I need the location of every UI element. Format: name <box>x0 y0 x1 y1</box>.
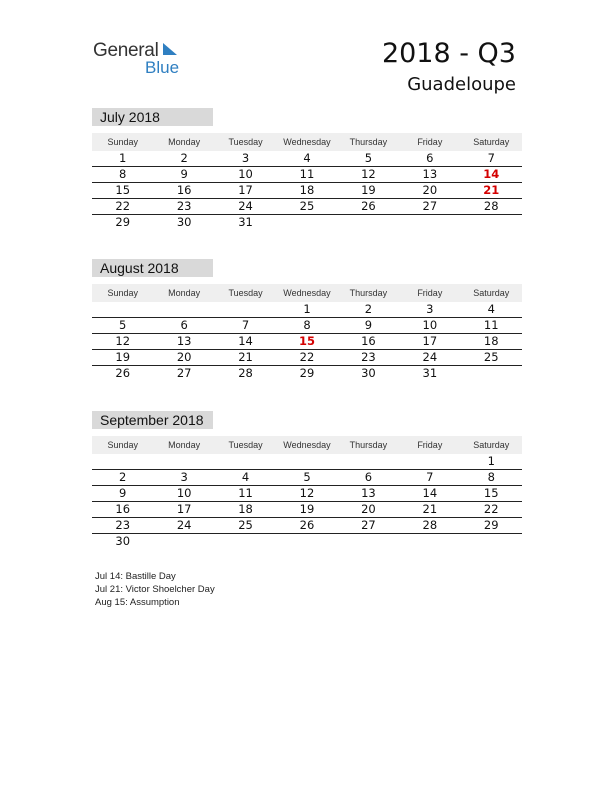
day-cell: 25 <box>238 518 253 532</box>
week-row <box>92 534 522 550</box>
day-cell: 12 <box>361 167 376 181</box>
day-cell: 24 <box>422 350 438 364</box>
day-cell: 20 <box>361 502 376 516</box>
day-cell: 14 <box>238 334 253 348</box>
weekday-label: Monday <box>168 440 201 450</box>
day-cell <box>276 534 337 550</box>
day-cell: 10 <box>422 318 438 332</box>
weekday-header-row <box>92 436 522 454</box>
holiday-note: Aug 15: Assumption <box>95 597 180 608</box>
day-cell: 19 <box>299 502 315 516</box>
week-row <box>92 215 522 231</box>
holiday-day-cell: 14 <box>483 167 500 181</box>
day-cell: 26 <box>361 199 376 213</box>
day-cell: 29 <box>483 518 499 532</box>
day-cell <box>399 215 460 231</box>
logo-general-text: General <box>93 40 159 61</box>
day-cell: 28 <box>483 199 499 213</box>
weekday-label: Tuesday <box>228 440 263 450</box>
day-cell: 4 <box>241 470 250 484</box>
day-cell <box>153 302 214 317</box>
day-cell: 7 <box>487 151 495 165</box>
day-cell: 14 <box>422 486 438 500</box>
month-title: August 2018 <box>92 259 213 277</box>
day-cell: 29 <box>299 366 315 380</box>
day-cell: 16 <box>176 183 192 197</box>
day-cell: 3 <box>426 302 434 316</box>
day-cell: 27 <box>176 366 192 380</box>
day-cell: 5 <box>364 151 373 165</box>
day-cell: 19 <box>361 183 376 197</box>
generalblue-logo <box>93 40 193 80</box>
day-cell: 11 <box>299 167 315 181</box>
day-cell: 17 <box>422 334 438 348</box>
weekday-label: Tuesday <box>228 137 263 147</box>
day-cell: 11 <box>483 318 499 332</box>
day-cell: 9 <box>364 318 373 332</box>
day-cell: 6 <box>426 151 434 165</box>
day-cell: 13 <box>176 334 192 348</box>
day-cell: 13 <box>361 486 376 500</box>
week-row <box>92 302 522 318</box>
day-cell: 2 <box>180 151 188 165</box>
day-cell: 30 <box>115 534 131 548</box>
day-cell <box>399 454 460 469</box>
day-cell: 6 <box>180 318 188 332</box>
day-cell: 13 <box>422 167 438 181</box>
week-row <box>92 183 522 199</box>
day-cell <box>153 534 214 550</box>
weekday-label: Sunday <box>107 137 138 147</box>
day-cell: 22 <box>483 502 499 516</box>
day-cell: 28 <box>238 366 253 380</box>
day-cell: 16 <box>115 502 131 516</box>
day-cell: 1 <box>487 454 495 468</box>
day-cell <box>461 534 522 550</box>
day-cell: 5 <box>303 470 311 484</box>
day-cell: 8 <box>119 167 127 181</box>
day-cell: 9 <box>119 486 127 500</box>
day-cell: 22 <box>115 199 131 213</box>
month-title: September 2018 <box>92 411 213 429</box>
month-calendar <box>92 411 522 550</box>
day-cell: 20 <box>176 350 192 364</box>
week-row <box>92 334 522 350</box>
day-cell: 23 <box>176 199 192 213</box>
day-cell: 30 <box>176 215 192 229</box>
weekday-label: Friday <box>417 440 443 450</box>
weekday-label: Thursday <box>349 288 388 298</box>
logo-blue-text: Blue <box>145 58 180 77</box>
day-cell: 16 <box>361 334 376 348</box>
day-cell: 31 <box>238 215 253 229</box>
day-cell: 1 <box>303 302 311 316</box>
day-cell: 27 <box>361 518 376 532</box>
day-cell <box>338 215 399 231</box>
weekday-label: Friday <box>417 137 443 147</box>
day-cell: 17 <box>176 502 192 516</box>
day-cell: 23 <box>115 518 131 532</box>
week-row <box>92 350 522 366</box>
weekday-label: Saturday <box>473 288 510 298</box>
day-cell <box>461 366 522 382</box>
holiday-day-cell: 15 <box>298 334 315 348</box>
day-cell: 22 <box>299 350 315 364</box>
holiday-note: Jul 14: Bastille Day <box>95 571 176 582</box>
weekday-label: Wednesday <box>283 440 331 450</box>
day-cell: 12 <box>115 334 131 348</box>
day-cell <box>153 454 214 469</box>
day-cell: 20 <box>422 183 438 197</box>
day-cell: 24 <box>238 199 253 213</box>
weekday-label: Monday <box>168 288 201 298</box>
day-cell: 2 <box>119 470 127 484</box>
logo-flag-icon <box>163 43 177 57</box>
day-cell: 2 <box>364 302 373 316</box>
holiday-notes <box>95 570 215 609</box>
day-cell: 4 <box>303 151 311 165</box>
day-cell <box>92 302 153 317</box>
day-cell: 26 <box>115 366 131 380</box>
day-cell: 12 <box>299 486 315 500</box>
week-row <box>92 502 522 518</box>
day-cell: 18 <box>483 334 499 348</box>
weekday-label: Saturday <box>473 137 510 147</box>
weekday-label: Tuesday <box>228 288 263 298</box>
day-cell <box>215 454 276 469</box>
day-cell: 15 <box>483 486 499 500</box>
day-cell: 3 <box>180 470 188 484</box>
day-cell: 7 <box>426 470 434 484</box>
day-cell: 24 <box>176 518 192 532</box>
day-cell: 3 <box>241 151 250 165</box>
weekday-label: Monday <box>168 137 201 147</box>
day-cell <box>92 454 153 469</box>
day-cell: 21 <box>422 502 438 516</box>
week-row <box>92 151 522 167</box>
weekday-label: Wednesday <box>283 288 331 298</box>
day-cell: 7 <box>241 318 250 332</box>
weekday-header-row <box>92 133 522 151</box>
day-cell: 30 <box>361 366 376 380</box>
day-cell: 18 <box>238 502 253 516</box>
day-cell: 10 <box>176 486 192 500</box>
day-cell <box>276 215 337 231</box>
day-cell: 6 <box>364 470 373 484</box>
day-cell: 4 <box>487 302 495 316</box>
weekday-header-row <box>92 284 522 302</box>
week-row <box>92 486 522 502</box>
week-row <box>92 318 522 334</box>
page-subtitle: Guadeloupe <box>407 74 516 95</box>
day-cell: 5 <box>119 318 127 332</box>
weekday-label: Thursday <box>349 440 388 450</box>
week-row <box>92 167 522 183</box>
day-cell: 15 <box>115 183 131 197</box>
day-cell <box>338 534 399 550</box>
weekday-label: Wednesday <box>283 137 331 147</box>
day-cell: 8 <box>303 318 311 332</box>
day-cell: 9 <box>180 167 188 181</box>
week-row <box>92 366 522 382</box>
month-title: July 2018 <box>92 108 213 126</box>
day-cell <box>399 534 460 550</box>
day-cell: 27 <box>422 199 438 213</box>
day-cell <box>215 534 276 550</box>
month-calendar <box>92 259 522 382</box>
day-cell: 23 <box>361 350 376 364</box>
weekday-label: Sunday <box>107 288 138 298</box>
weekday-label: Saturday <box>473 440 510 450</box>
weekday-label: Thursday <box>349 137 388 147</box>
page-title: 2018 - Q3 <box>381 38 516 69</box>
day-cell: 26 <box>299 518 315 532</box>
day-cell: 21 <box>238 350 253 364</box>
day-cell: 31 <box>422 366 438 380</box>
day-cell: 11 <box>238 486 253 500</box>
holiday-day-cell: 21 <box>483 183 500 197</box>
week-row <box>92 470 522 486</box>
day-cell: 29 <box>115 215 131 229</box>
day-cell <box>338 454 399 469</box>
week-row <box>92 518 522 534</box>
day-cell: 18 <box>299 183 315 197</box>
day-cell: 19 <box>115 350 131 364</box>
day-cell: 25 <box>299 199 315 213</box>
weekday-label: Friday <box>417 288 443 298</box>
day-cell: 17 <box>238 183 253 197</box>
month-calendar <box>92 108 522 231</box>
holiday-note: Jul 21: Victor Shoelcher Day <box>95 584 215 595</box>
day-cell: 8 <box>487 470 495 484</box>
day-cell <box>276 454 337 469</box>
day-cell: 25 <box>483 350 499 364</box>
day-cell <box>215 302 276 317</box>
week-row <box>92 199 522 215</box>
day-cell: 10 <box>238 167 253 181</box>
day-cell: 28 <box>422 518 438 532</box>
weekday-label: Sunday <box>107 440 138 450</box>
day-cell <box>461 215 522 231</box>
week-row <box>92 454 522 470</box>
day-cell: 1 <box>119 151 127 165</box>
